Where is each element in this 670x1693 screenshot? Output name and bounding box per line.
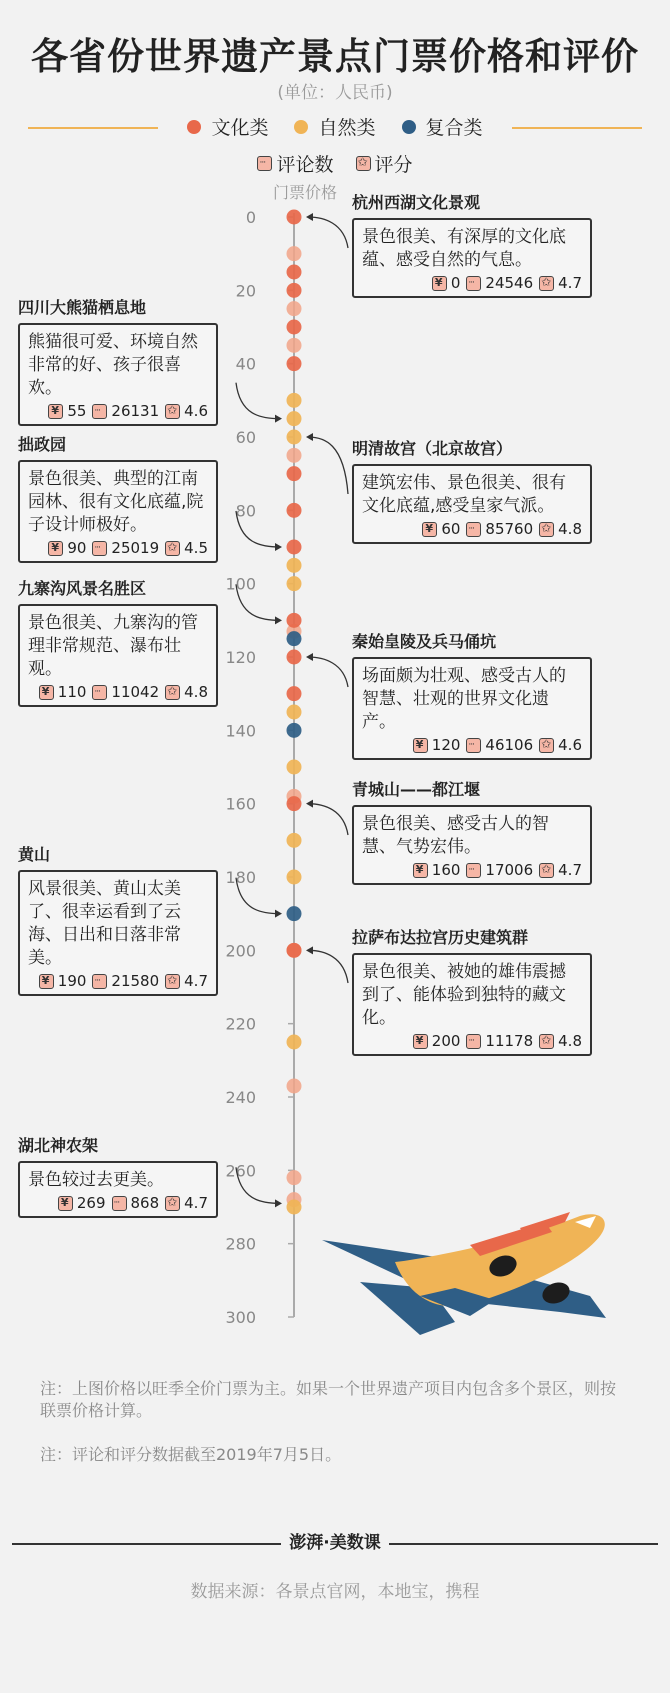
page-title: 各省份世界遗产景点门票价格和评价 xyxy=(31,35,639,78)
yen-icon xyxy=(413,863,428,878)
comment-count: 21580 xyxy=(111,972,160,990)
comment-icon: ··· xyxy=(92,974,107,989)
site-card xyxy=(352,777,592,885)
comments-stat xyxy=(112,1194,160,1212)
score-value: 4.8 xyxy=(184,683,208,701)
data-point xyxy=(287,631,302,646)
price-value: 190 xyxy=(57,972,87,990)
comment-count: 85760 xyxy=(485,520,534,538)
price-stat xyxy=(48,402,86,420)
y-tick-label: 100 xyxy=(225,574,256,594)
data-point xyxy=(287,705,302,720)
connector-line xyxy=(308,804,348,835)
price-value: 269 xyxy=(76,1194,106,1212)
comments-stat xyxy=(92,402,159,420)
score-stat xyxy=(165,1194,208,1212)
data-point-faint xyxy=(287,1079,302,1094)
yen-icon xyxy=(39,685,54,700)
airplane-icon xyxy=(322,1212,606,1335)
y-tick-label: 280 xyxy=(225,1234,256,1254)
comment-icon: ··· xyxy=(92,404,107,419)
data-point xyxy=(287,723,302,738)
star-icon xyxy=(165,974,180,989)
comment-count: 868 xyxy=(130,1194,160,1212)
star-icon xyxy=(539,863,554,878)
brand-logo xyxy=(0,1528,670,1553)
data-point xyxy=(287,576,302,591)
data-point xyxy=(287,650,302,665)
category-legend xyxy=(0,113,670,140)
connector-line xyxy=(308,950,348,983)
price-value: 160 xyxy=(431,861,461,879)
comment-icon: ··· xyxy=(257,156,272,171)
site-card xyxy=(18,576,218,707)
star-icon xyxy=(539,1034,554,1049)
data-point xyxy=(287,558,302,573)
score-stat xyxy=(539,520,582,538)
comments-stat xyxy=(466,861,533,879)
score-stat xyxy=(539,274,582,292)
comment-count: 11178 xyxy=(485,1032,534,1050)
site-name: 黄山 xyxy=(18,845,51,864)
comments-stat xyxy=(466,520,533,538)
score-stat xyxy=(165,683,208,701)
comment-count: 26131 xyxy=(111,402,160,420)
data-point xyxy=(287,1200,302,1215)
y-axis-title: 门票价格 xyxy=(273,183,338,202)
cultural-dot-icon xyxy=(187,120,201,134)
legend-label: 评论数 xyxy=(276,154,334,176)
legend-label: 复合类 xyxy=(425,117,483,139)
price-stat xyxy=(39,972,87,990)
y-tick-label: 0 xyxy=(245,208,256,227)
price-stat xyxy=(413,861,461,879)
price-value: 0 xyxy=(450,274,461,292)
site-name: 秦始皇陵及兵马俑坑 xyxy=(352,632,497,651)
site-stats xyxy=(28,402,208,420)
score-value: 4.7 xyxy=(184,972,208,990)
review-box xyxy=(352,657,592,760)
legend-item-mixed xyxy=(402,113,483,140)
comment-count: 17006 xyxy=(485,861,534,879)
review-text: 熊猫很可爱、环境自然非常的好、孩子很喜欢。 xyxy=(28,332,198,398)
site-card xyxy=(18,1133,218,1218)
site-name: 拉萨布达拉宫历史建筑群 xyxy=(352,928,529,947)
comments-stat xyxy=(466,1032,533,1050)
price-value: 60 xyxy=(441,520,461,538)
connector-line xyxy=(308,657,348,687)
connector-arrow xyxy=(306,800,313,808)
score-value: 4.8 xyxy=(558,1032,582,1050)
data-point xyxy=(287,466,302,481)
site-name: 明清故宫（北京故宫） xyxy=(352,439,513,458)
site-stats xyxy=(362,274,582,292)
y-tick-label: 120 xyxy=(225,648,256,667)
data-point xyxy=(287,210,302,225)
y-tick-label: 220 xyxy=(225,1014,256,1034)
site-name: 四川大熊猫栖息地 xyxy=(18,298,147,317)
star-icon xyxy=(165,685,180,700)
connector-arrow xyxy=(275,1199,282,1207)
yen-icon xyxy=(432,276,447,291)
site-card xyxy=(18,842,218,996)
site-stats xyxy=(362,520,582,538)
connector-arrow xyxy=(306,946,313,954)
review-box xyxy=(18,870,218,996)
site-name: 杭州西湖文化景观 xyxy=(352,193,481,212)
legend-item-cultural xyxy=(187,113,268,140)
data-point xyxy=(287,265,302,280)
score-stat xyxy=(539,736,582,754)
price-stat xyxy=(422,520,460,538)
score-value: 4.7 xyxy=(558,274,582,292)
score-stat xyxy=(165,972,208,990)
site-stats xyxy=(362,736,582,754)
price-stat xyxy=(432,274,461,292)
data-point xyxy=(287,356,302,371)
comments-stat xyxy=(92,539,159,557)
comment-icon: ··· xyxy=(112,1196,127,1211)
y-tick-label: 200 xyxy=(225,941,256,961)
review-box xyxy=(18,460,218,563)
data-point-faint xyxy=(287,338,302,353)
data-point xyxy=(287,393,302,408)
data-point-faint xyxy=(287,1170,302,1185)
review-text: 景色很美、典型的江南园林、很有文化底蕴,院子设计师极好。 xyxy=(28,469,204,535)
legend-label: 文化类 xyxy=(211,117,269,139)
yen-icon xyxy=(48,404,63,419)
review-box xyxy=(352,805,592,885)
yen-icon xyxy=(48,541,63,556)
review-text: 建筑宏伟、景色很美、很有文化底蕴,感受皇家气派。 xyxy=(362,473,566,516)
price-stat xyxy=(39,683,87,701)
score-stat xyxy=(539,1032,582,1050)
star-icon xyxy=(165,541,180,556)
comment-icon: ··· xyxy=(92,685,107,700)
site-stats xyxy=(28,1194,208,1212)
connector-arrow xyxy=(275,616,282,624)
site-card xyxy=(18,432,218,563)
y-tick-label: 180 xyxy=(225,868,256,887)
page-subtitle: (单位：人民币) xyxy=(277,83,393,103)
site-card xyxy=(352,925,592,1056)
price-value: 55 xyxy=(67,402,87,420)
review-box xyxy=(352,464,592,544)
site-stats xyxy=(28,683,208,701)
comments-stat xyxy=(92,683,159,701)
legend-label: 评分 xyxy=(374,154,413,176)
data-point xyxy=(287,833,302,848)
site-card xyxy=(352,436,592,544)
yen-icon xyxy=(413,1034,428,1049)
review-text: 景色很美、有深厚的文化底蕴、感受自然的气息。 xyxy=(362,227,566,270)
data-point xyxy=(287,760,302,775)
comment-icon: ··· xyxy=(466,863,481,878)
price-stat xyxy=(48,539,86,557)
y-tick-label: 300 xyxy=(225,1308,256,1327)
review-box xyxy=(18,1161,218,1218)
data-point xyxy=(287,1035,302,1050)
yen-icon xyxy=(422,522,437,537)
data-point xyxy=(287,283,302,298)
review-box xyxy=(18,604,218,707)
price-stat xyxy=(58,1194,106,1212)
comments-stat xyxy=(466,736,533,754)
site-name: 拙政园 xyxy=(18,435,67,454)
score-value: 4.6 xyxy=(558,736,582,754)
connector-arrow xyxy=(306,433,313,441)
comment-count: 11042 xyxy=(111,683,160,701)
data-point xyxy=(287,943,302,958)
site-name: 青城山——都江堰 xyxy=(352,780,481,799)
score-value: 4.8 xyxy=(558,520,582,538)
score-value: 4.6 xyxy=(184,402,208,420)
connector-arrow xyxy=(275,415,282,423)
data-point xyxy=(287,540,302,555)
star-icon xyxy=(539,276,554,291)
star-icon xyxy=(539,522,554,537)
comment-icon: ··· xyxy=(466,276,481,291)
note-price: 注：上图价格以旺季全价门票为主。如果一个世界遗产项目内包含多个景区，则按联票价格计算。 xyxy=(40,1379,617,1420)
comment-icon: ··· xyxy=(466,738,481,753)
site-name: 湖北神农架 xyxy=(18,1136,99,1155)
connector-arrow xyxy=(275,543,282,551)
star-icon xyxy=(356,156,371,171)
note-date: 注：评论和评分数据截至2019年7月5日。 xyxy=(40,1445,342,1464)
data-point xyxy=(287,430,302,445)
review-box xyxy=(352,218,592,298)
connector-line xyxy=(308,217,348,248)
score-value: 4.7 xyxy=(558,861,582,879)
legend-item-natural xyxy=(294,113,375,140)
data-point xyxy=(287,686,302,701)
score-stat xyxy=(165,402,208,420)
score-stat xyxy=(165,539,208,557)
data-point xyxy=(287,503,302,518)
yen-icon xyxy=(39,974,54,989)
data-source: 数据来源：各景点官网，本地宝，携程 xyxy=(190,1582,480,1602)
review-box xyxy=(18,323,218,426)
comments-stat xyxy=(466,274,533,292)
site-stats xyxy=(28,972,208,990)
review-text: 景色较过去更美。 xyxy=(28,1170,164,1190)
legend-item-comments xyxy=(257,150,333,177)
price-value: 90 xyxy=(67,539,87,557)
score-stat xyxy=(539,861,582,879)
data-point xyxy=(287,906,302,921)
site-stats xyxy=(28,539,208,557)
comment-count: 46106 xyxy=(485,736,534,754)
review-text: 景色很美、感受古人的智慧、气势宏伟。 xyxy=(362,814,549,857)
natural-dot-icon xyxy=(294,120,308,134)
yen-icon xyxy=(413,738,428,753)
review-text: 场面颇为壮观、感受古人的智慧、壮观的世界文化遗产。 xyxy=(362,666,566,732)
comments-stat xyxy=(92,972,159,990)
price-stat xyxy=(413,1032,461,1050)
y-tick-label: 40 xyxy=(235,354,256,374)
mixed-dot-icon xyxy=(402,120,416,134)
star-icon xyxy=(165,404,180,419)
data-point xyxy=(287,613,302,628)
y-tick-label: 20 xyxy=(235,281,256,301)
review-text: 风景很美、黄山太美了、很幸运看到了云海、日出和日落非常美。 xyxy=(28,879,181,968)
data-point xyxy=(287,870,302,885)
review-text: 景色很美、九寨沟的管理非常规范、瀑布壮观。 xyxy=(28,613,198,679)
star-icon xyxy=(165,1196,180,1211)
price-stat xyxy=(413,736,461,754)
review-box xyxy=(352,953,592,1056)
y-tick-label: 160 xyxy=(225,794,256,814)
connector-arrow xyxy=(275,910,282,918)
data-point xyxy=(287,320,302,335)
data-point xyxy=(287,796,302,811)
connector-arrow xyxy=(306,213,313,221)
score-value: 4.5 xyxy=(184,539,208,557)
yen-icon xyxy=(58,1196,73,1211)
brand-text: 澎湃·美数课 xyxy=(281,1528,388,1553)
price-value: 110 xyxy=(57,683,87,701)
comment-count: 24546 xyxy=(485,274,534,292)
y-tick-label: 140 xyxy=(225,721,256,741)
data-point-faint xyxy=(287,246,302,261)
connector-line xyxy=(236,383,280,419)
site-name: 九寨沟风景名胜区 xyxy=(18,579,147,598)
data-point-faint xyxy=(287,301,302,316)
comment-icon: ··· xyxy=(466,1034,481,1049)
score-value: 4.7 xyxy=(184,1194,208,1212)
y-tick-label: 240 xyxy=(225,1088,256,1107)
site-card xyxy=(352,190,592,298)
site-stats xyxy=(362,1032,582,1050)
data-point xyxy=(287,411,302,426)
comment-count: 25019 xyxy=(111,539,160,557)
comment-icon: ··· xyxy=(466,522,481,537)
y-tick-label: 260 xyxy=(225,1161,256,1181)
site-stats xyxy=(362,861,582,879)
metric-legend xyxy=(0,150,670,177)
star-icon xyxy=(539,738,554,753)
price-value: 120 xyxy=(431,736,461,754)
legend-item-score xyxy=(356,150,413,177)
site-card xyxy=(18,295,218,426)
site-card xyxy=(352,629,592,760)
review-text: 景色很美、被她的雄伟震撼到了、能体验到独特的藏文化。 xyxy=(362,962,566,1028)
connector-arrow xyxy=(306,653,313,661)
legend-label: 自然类 xyxy=(318,117,376,139)
data-point-faint xyxy=(287,448,302,463)
y-tick-label: 60 xyxy=(235,428,256,447)
comment-icon: ··· xyxy=(92,541,107,556)
connector-line xyxy=(308,437,348,494)
price-value: 200 xyxy=(431,1032,461,1050)
y-tick-label: 80 xyxy=(235,501,256,521)
